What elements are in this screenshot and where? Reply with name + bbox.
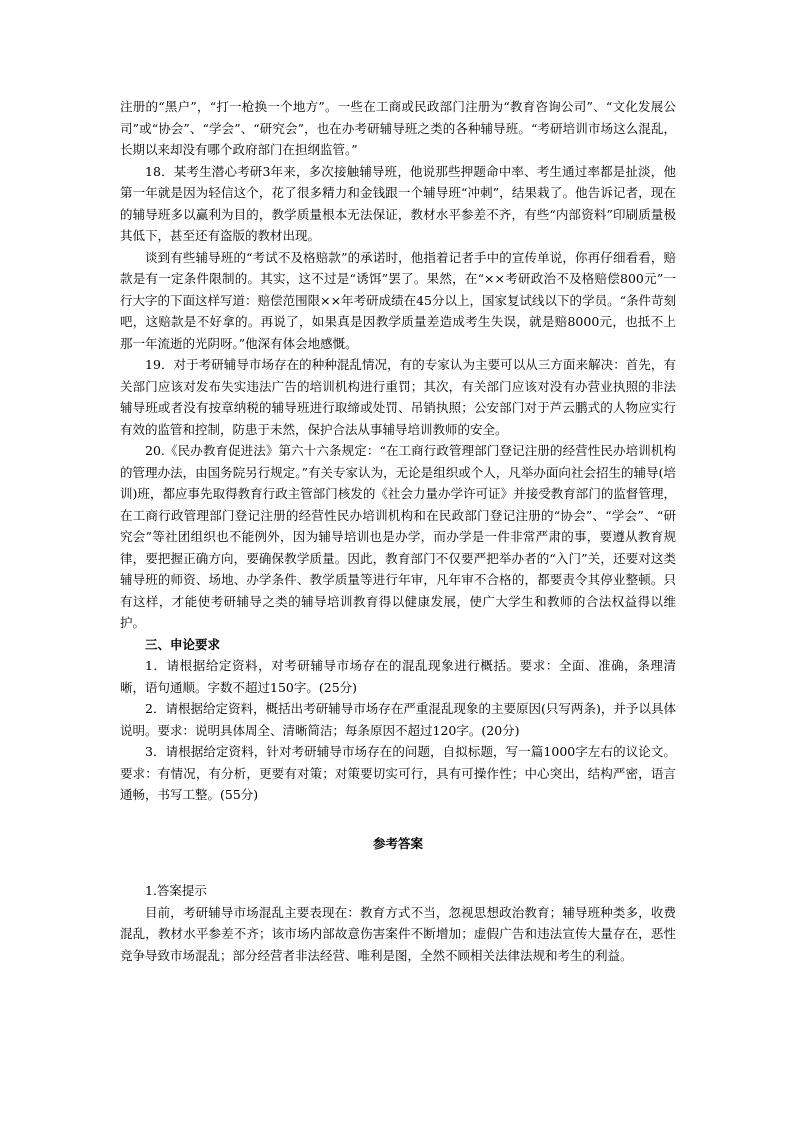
requirements-heading: 三、申论要求 xyxy=(145,636,221,652)
requirement-1: 1．请根据给定资料，对考研辅导市场存在的混乱现象进行概括。要求：全面、准确，条理清晰，语句通顺。字数不超过150字。(25分) xyxy=(120,658,676,695)
paragraph-item-18-continued: 谈到有些辅导班的“考试不及格赔款”的承诺时，他指着记者手中的宣传单说，你再仔细看看，赔款是有一定条件限制的。其实，这不过是“诱饵”罢了。果然，在“××考研政治不及格赔偿800元”一行大字的下面这样写道：赔偿范围限××年考研成绩在45分以上，国家复试线以下的学员。“条件苛刻吧，这赔款是不好拿的。再说了，如果真是因教学质量差造成考生失误，就是赔8000元，也抵不上那一年流逝的光阴呀。”他深有体会地感慨。 xyxy=(120,249,676,351)
requirement-2: 2．请根据给定资料，概括出考研辅导市场存在严重混乱现象的主要原因(只写两条)，并予以具体说明。要求：说明具体周全、清晰简洁；每条原因不超过120字。(20分) xyxy=(120,701,676,738)
document-page xyxy=(120,96,676,966)
paragraph-item-20: 20.《民办教育促进法》第六十六条规定：“在工商行政管理部门登记注册的经营性民办培训机构的管理办法，由国务院另行规定。”有关专家认为，无论是组织或个人，凡举办面向社会招生的辅导(培训)班，都应事先取得教育行政主管部门核发的《社会力量办学许可证》并接受教育部门的监督管理，在工商行政管理部门登记注册的经营性民办培训机构和在民政部门登记注册的“协会”、“学会”、“研究会”等社团组织也不能例外，因为辅导培训也是办学，而办学是一件非常严肃的事，要遵从教育规律，要把握正确方向，要确保教学质量。因此，教育部门不仅要严把举办者的“入门”关，还要对这类辅导班的师资、场地、办学条件、教学质量等进行年审，凡年审不合格的，都要责令其停业整顿。只有这样，才能使考研辅导之类的辅导培训教育得以健康发展，使广大学生和教师的合法权益得以维护。 xyxy=(120,443,676,630)
paragraph-item-19: 19．对于考研辅导市场存在的种种混乱情况，有的专家认为主要可以从三方面来解决：首先，有关部门应该对发布失实违法广告的培训机构进行重罚；其次，有关部门应该对没有办营业执照的非法辅导班或者没有按章纳税的辅导班进行取缔或处罚、吊销执照；公安部门对于芦云鹏式的人物应实行有效的监管和控制，防患于未然，保护合法从事辅导培训教师的安全。 xyxy=(120,357,676,437)
answer-hint-label: 1.答案提示 xyxy=(145,883,207,898)
paragraph-intro-continued: 注册的“黑户”，“打一枪换一个地方”。一些在工商或民政部门注册为“教育咨询公司”、“文化发展公司”或“协会”、“学会”、“研究会”，也在办考研辅导班之类的各种辅导班。“考研培训市场这么混乱，长期以来却没有哪个政府部门在担纲监管。” xyxy=(120,99,676,157)
answers-title: 参考答案 xyxy=(372,835,423,851)
answer-hint-text: 目前，考研辅导市场混乱主要表现在：教育方式不当，忽视思想政治教育；辅导班种类多，收费混乱，教材水平参差不齐；该市场内部故意伤害案件不断增加；虚假广告和违法宣传大量存在，恶性竞争导致市场混乱；部分经营者非法经营、唯利是图，全然不顾相关法律法规和考生的利益。 xyxy=(120,904,676,963)
requirement-3: 3．请根据给定资料，针对考研辅导市场存在的问题，自拟标题，写一篇1000字左右的议论文。要求：有情况，有分析，更要有对策；对策要切实可行，具有可操作性；中心突出，结构严密，语言通畅，书写工整。(55分) xyxy=(120,744,676,802)
paragraph-item-18: 18．某考生潜心考研3年来，多次接触辅导班，他说那些押题命中率、考生通过率都是扯淡，他第一年就是因为轻信这个，花了很多精力和金钱跟一个辅导班“冲刺”，结果栽了。他告诉记者，现在的辅导班多以赢利为目的，教学质量根本无法保证，教材水平参差不齐，有些“内部资料”印刷质量极其低下，甚至还有盗版的教材出现。 xyxy=(120,163,676,243)
